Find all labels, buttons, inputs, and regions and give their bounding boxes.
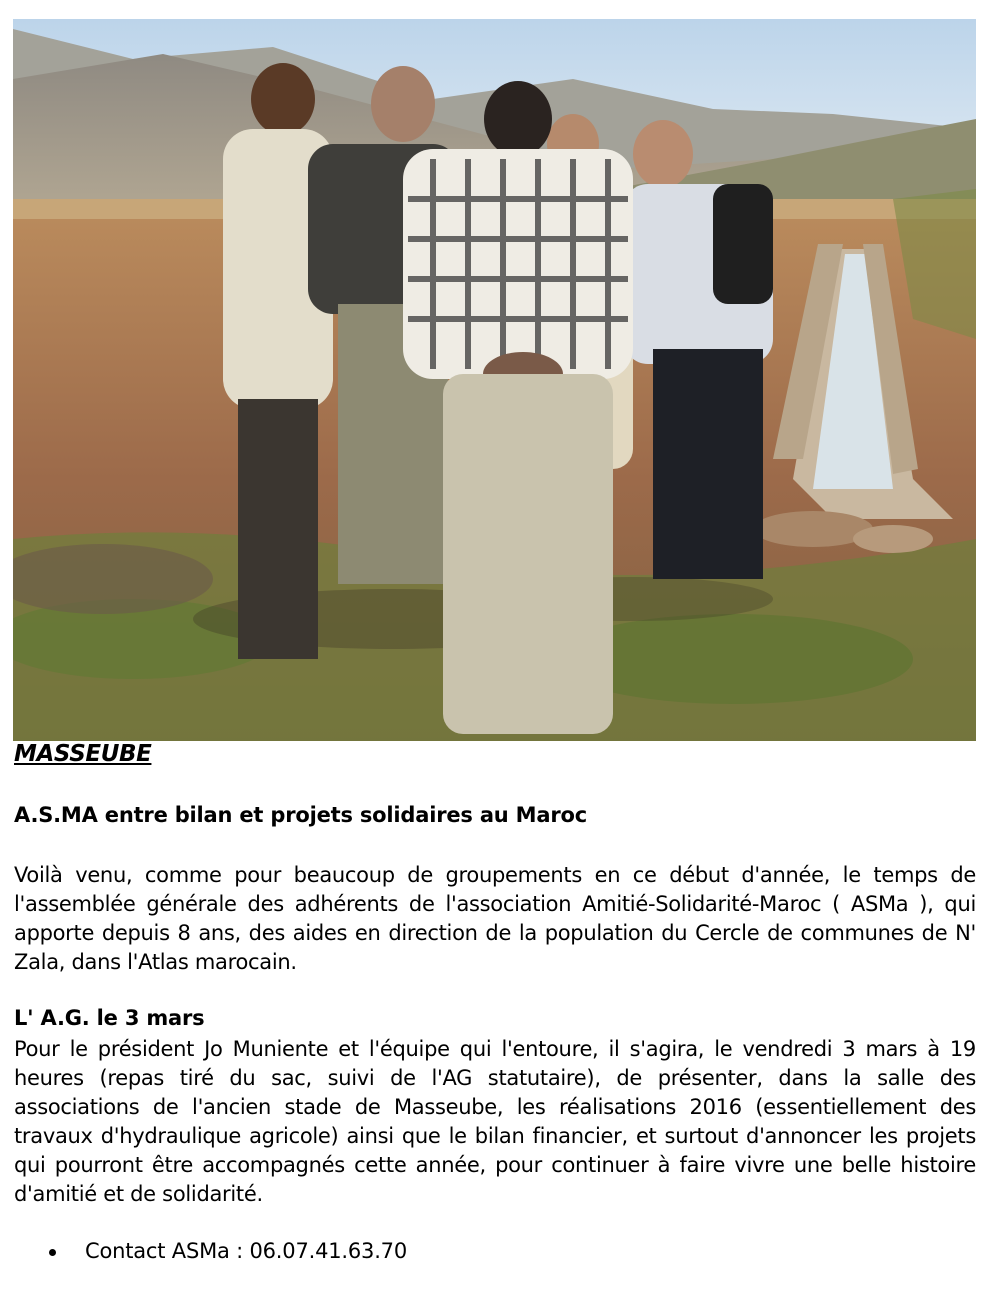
contact-list [0, 1237, 407, 1266]
bullet-icon [49, 1249, 56, 1256]
article-location: MASSEUBE [14, 741, 152, 767]
article-body-paragraph: Pour le président Jo Muniente et l'équipe qui l'entoure, il s'agira, le vendredi 3 mars à 19 heures (repas tiré du sac, suivi de l'AG statutaire), de présenter, dans la salle des associations de l'ancien stade de Masseube, les réalisations 2016 (essentiellement des travaux d'hydraulique agricole) ainsi que le bilan financier, et surtout d'annoncer les projets qui pourront être accompagnés cette année, pour continuer à faire vivre une belle histoire d'amitié et de solidarité. [14, 1037, 976, 1206]
article-headline: A.S.MA entre bilan et projets solidaires au Maroc [14, 803, 587, 827]
article-photo [13, 19, 976, 741]
contact-text: Contact ASMa : 06.07.41.63.70 [85, 1239, 407, 1263]
article-intro-paragraph: Voilà venu, comme pour beaucoup de groupements en ce début d'année, le temps de l'assemblée générale des adhérents de l'association Amitié-Solidarité-Maroc ( ASMa ), qui apporte depuis 8 ans, des aides en direction de la population du Cercle de communes de N' Zala, dans l'Atlas marocain. [14, 863, 976, 974]
list-item [0, 1237, 407, 1266]
article-subheading: L' A.G. le 3 mars [14, 1006, 205, 1030]
